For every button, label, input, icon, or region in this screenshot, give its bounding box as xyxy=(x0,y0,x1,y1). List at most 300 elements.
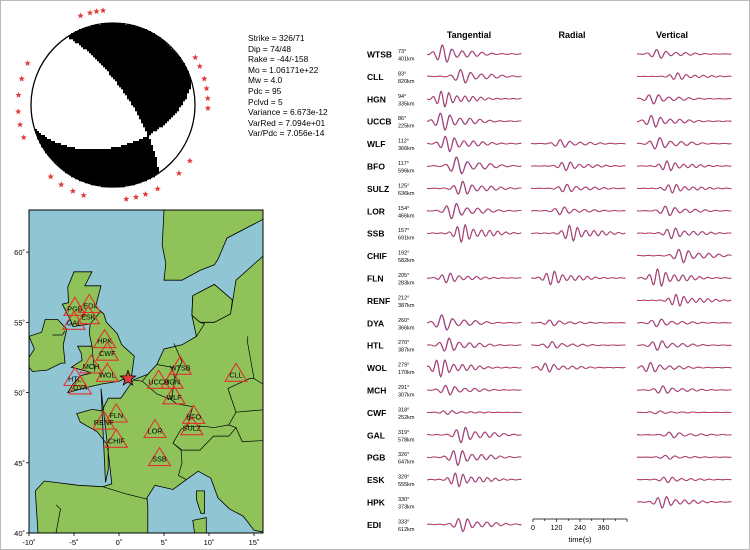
compression-cell xyxy=(113,77,191,79)
compression-cell xyxy=(103,65,185,67)
station-code: HPK xyxy=(367,497,385,508)
station-azimuth-star xyxy=(21,134,27,140)
compression-cell xyxy=(115,79,191,81)
station-row xyxy=(367,315,731,331)
compression-cell xyxy=(75,177,151,179)
station-azimuth: 329° xyxy=(398,474,410,481)
station-code: HGN xyxy=(367,94,386,105)
station-distance: 820km xyxy=(398,78,415,85)
station-row xyxy=(367,91,731,107)
compression-cell xyxy=(79,43,167,45)
component-header-tangential: Tangential xyxy=(446,30,492,40)
station-azimuth-star xyxy=(123,196,129,202)
time-axis-label: time(s) xyxy=(568,535,592,544)
param-var-pdc: Var/Pdc = 7.056e-14 xyxy=(248,128,325,139)
map-station-label: ESK xyxy=(81,312,96,322)
map-lon-tick-label: -5˚ xyxy=(69,538,79,547)
station-azimuth-star xyxy=(77,12,83,18)
compression-cell xyxy=(139,139,151,141)
station-distance: 691km xyxy=(398,235,415,242)
station-distance: 612km xyxy=(398,526,415,533)
time-tick-label: 360 xyxy=(597,525,610,532)
station-distance: 636km xyxy=(398,190,415,197)
station-distance: 401km xyxy=(398,56,415,63)
compression-cell xyxy=(81,45,169,47)
synthetic-trace xyxy=(637,319,731,326)
compression-cell xyxy=(127,97,187,99)
observed-trace xyxy=(427,519,521,532)
station-row xyxy=(367,113,731,130)
time-tick-label: 0 xyxy=(531,525,535,532)
compression-cell xyxy=(39,141,55,143)
synthetic-trace xyxy=(427,225,521,242)
synthetic-trace xyxy=(637,497,731,508)
compression-cell xyxy=(79,179,147,181)
station-row xyxy=(367,473,731,488)
synthetic-trace xyxy=(427,338,521,351)
station-distance: 555km xyxy=(398,482,415,489)
station-row xyxy=(367,203,731,219)
observed-trace xyxy=(637,95,731,104)
map-lat-tick-label: 50˚ xyxy=(14,388,25,398)
station-row xyxy=(367,294,731,308)
compression-cell xyxy=(131,103,183,105)
time-axis xyxy=(531,519,627,544)
station-azimuth: 326° xyxy=(398,452,410,459)
station-code: UCCB xyxy=(367,116,392,127)
compression-cell xyxy=(41,143,61,145)
compression-cell xyxy=(123,89,189,91)
station-azimuth-star xyxy=(58,181,64,187)
compression-cell xyxy=(139,115,173,117)
station-azimuth: 192° xyxy=(398,250,410,257)
sardinia xyxy=(193,518,207,533)
station-distance: 373km xyxy=(398,504,415,511)
synthetic-trace xyxy=(637,295,731,306)
station-azimuth: 333° xyxy=(398,519,410,526)
compression-cell xyxy=(75,41,165,43)
compression-cell xyxy=(107,69,187,71)
station-distance: 335km xyxy=(398,101,415,108)
station-azimuth-star xyxy=(192,54,198,60)
compression-cell xyxy=(141,121,167,123)
compression-cell xyxy=(69,35,157,37)
compression-cell xyxy=(43,147,75,149)
mechanism-parameters xyxy=(248,33,328,139)
compression-cell xyxy=(133,141,151,143)
station-row xyxy=(367,249,731,264)
synthetic-trace xyxy=(531,272,625,285)
synthetic-trace xyxy=(637,161,731,170)
compression-cell xyxy=(97,59,181,61)
compression-cell xyxy=(55,161,157,163)
station-azimuth: 318° xyxy=(398,407,410,414)
station-azimuth: 291° xyxy=(398,385,410,391)
station-azimuth: 112° xyxy=(398,138,409,145)
map-lat-tick-label: 40˚ xyxy=(14,529,25,538)
station-azimuth-star xyxy=(205,105,211,111)
map-station-label: DYA xyxy=(73,382,88,392)
station-distance: 225km xyxy=(398,123,415,130)
station-azimuth: 279° xyxy=(398,362,410,369)
station-code: SSB xyxy=(367,228,385,239)
map-station-label: UCCB xyxy=(148,377,169,387)
station-code: CLL xyxy=(367,71,384,82)
station-azimuth: 117° xyxy=(398,161,409,167)
compression-cell xyxy=(41,145,67,147)
station-row xyxy=(367,225,731,243)
compression-cell xyxy=(111,147,153,149)
compression-cell xyxy=(93,55,179,57)
compression-cell xyxy=(45,151,155,153)
compression-cell xyxy=(127,95,187,97)
station-azimuth-star xyxy=(197,63,203,69)
synthetic-trace xyxy=(637,185,731,193)
map-station-label: HTL xyxy=(68,374,82,384)
beachball xyxy=(15,7,211,202)
map-station-label: LOR xyxy=(147,426,163,436)
station-azimuth: 125° xyxy=(398,183,410,190)
map-station-label: GAL xyxy=(66,318,82,328)
synthetic-trace xyxy=(531,342,625,348)
compression-cell xyxy=(79,29,147,31)
station-azimuth-star xyxy=(205,95,211,101)
station-row xyxy=(367,497,731,511)
synthetic-trace xyxy=(637,386,731,393)
compression-cell xyxy=(133,105,181,107)
station-row xyxy=(367,70,731,85)
station-code: BFO xyxy=(367,161,385,172)
compression-cell xyxy=(45,149,153,151)
compression-cell xyxy=(143,137,149,139)
compression-cell xyxy=(145,127,159,129)
compression-cell xyxy=(83,47,171,49)
station-azimuth-star xyxy=(142,191,148,197)
synthetic-trace xyxy=(637,229,731,239)
station-distance: 387km xyxy=(398,347,415,354)
station-azimuth-star xyxy=(24,60,30,66)
station-azimuth-star xyxy=(70,188,76,194)
synthetic-trace xyxy=(637,477,731,482)
map-station-label: HGN xyxy=(164,377,181,387)
time-tick-label: 240 xyxy=(574,525,586,532)
station-row xyxy=(367,360,731,377)
map-station-label: EDI xyxy=(83,301,96,311)
compression-cell xyxy=(117,81,191,83)
synthetic-trace xyxy=(427,181,521,193)
synthetic-trace xyxy=(427,315,521,329)
param-strike: Strike = 326/71 xyxy=(248,33,305,43)
synthetic-trace xyxy=(427,386,521,395)
compression-cell xyxy=(139,117,171,119)
param-variance: Variance = 6.673e-12 xyxy=(248,107,328,118)
map-lon-tick-label: 5˚ xyxy=(160,538,168,547)
station-code: CHIF xyxy=(367,251,387,262)
station-azimuth: 73° xyxy=(398,49,407,55)
compression-cell xyxy=(85,27,141,29)
compression-cell xyxy=(87,49,173,51)
station-row xyxy=(367,427,731,443)
observed-trace xyxy=(637,184,731,193)
map-station-label: CWF xyxy=(99,349,116,359)
station-azimuth: 86° xyxy=(398,116,407,123)
compression-cell xyxy=(59,165,157,167)
station-distance: 307km xyxy=(398,392,415,399)
compression-cell xyxy=(137,113,175,115)
compression-cell xyxy=(71,33,155,35)
map-station-label: FLN xyxy=(109,411,124,421)
compression-cell xyxy=(49,155,155,157)
param-pclvd: Pclvd = 5 xyxy=(248,96,283,107)
synthetic-trace xyxy=(637,250,731,263)
station-azimuth-star xyxy=(93,8,99,14)
station-distance: 252km xyxy=(398,414,415,421)
compression-cell xyxy=(75,31,151,33)
station-azimuth-star xyxy=(154,186,160,192)
station-distance: 366km xyxy=(398,146,415,153)
synthetic-trace xyxy=(427,157,521,173)
map-station-label: WLF xyxy=(166,392,182,402)
map-station-label: CHIF xyxy=(107,436,125,446)
station-azimuth: 205° xyxy=(398,273,410,279)
compression-cell xyxy=(143,123,165,125)
component-header-radial: Radial xyxy=(558,30,586,40)
observed-trace xyxy=(427,157,521,174)
synthetic-trace xyxy=(427,451,521,465)
param-mo: Mo = 1.06171e+22 xyxy=(248,64,319,75)
station-azimuth-star xyxy=(15,108,21,114)
compression-cell xyxy=(117,83,191,85)
station-code: PGB xyxy=(367,452,386,463)
station-azimuth-star xyxy=(87,10,93,16)
station-code: MCH xyxy=(367,385,387,396)
station-distance: 387km xyxy=(398,302,415,309)
station-azimuth: 94° xyxy=(398,93,407,100)
param-rake: Rake = -44/-158 xyxy=(248,54,309,65)
compression-cell xyxy=(37,135,45,137)
station-distance: 366km xyxy=(398,325,415,332)
station-azimuth-star xyxy=(81,192,87,198)
station-distance: 596km xyxy=(398,168,415,175)
station-row xyxy=(367,45,731,63)
map-lon-tick-label: 0˚ xyxy=(115,538,123,547)
synthetic-trace xyxy=(531,185,625,192)
compression-cell xyxy=(127,143,151,145)
map-station-label: MCH xyxy=(82,361,100,371)
station-azimuth: 83° xyxy=(398,71,407,78)
map-station-label: RENF xyxy=(93,418,114,428)
compression-cell xyxy=(37,133,41,135)
compression-cell xyxy=(131,101,183,103)
station-row xyxy=(367,157,731,175)
param-mw: Mw = 4.0 xyxy=(248,75,283,86)
station-azimuth-star xyxy=(133,194,139,200)
synthetic-trace xyxy=(427,360,521,376)
station-code: CWF xyxy=(367,407,387,418)
compression-cell xyxy=(137,111,177,113)
station-azimuth-star xyxy=(187,158,193,164)
station-distance: 647km xyxy=(398,459,415,466)
synthetic-trace xyxy=(637,455,731,459)
compression-cell xyxy=(141,119,169,121)
station-azimuth-star xyxy=(176,170,182,176)
station-azimuth-star xyxy=(48,173,54,179)
station-azimuth-star xyxy=(203,85,209,91)
compression-cell xyxy=(147,135,149,137)
station-row xyxy=(367,269,731,286)
compression-cell xyxy=(109,73,189,75)
compression-cell xyxy=(57,163,157,165)
compression-cell xyxy=(99,61,183,63)
station-row xyxy=(367,385,731,399)
map-station-label: BFO xyxy=(186,412,202,422)
station-row xyxy=(367,338,731,354)
station-azimuth-star xyxy=(15,92,21,98)
station-code: SULZ xyxy=(367,183,390,194)
compression-cell xyxy=(143,125,163,127)
synthetic-trace xyxy=(427,91,521,106)
compression-cell xyxy=(119,85,191,87)
station-row xyxy=(367,451,731,466)
station-row xyxy=(367,181,731,197)
map-lon-tick-label: -10˚ xyxy=(22,538,36,547)
compression-cell xyxy=(53,159,157,161)
compression-cell xyxy=(95,57,181,59)
compression-cell xyxy=(121,145,153,147)
map-station-label: WTSB xyxy=(169,363,191,373)
seismogram-panels xyxy=(367,30,731,544)
compression-cell xyxy=(73,39,163,41)
station-azimuth: 154° xyxy=(398,205,410,212)
compression-cell xyxy=(61,167,159,169)
station-code: WOL xyxy=(367,363,387,374)
compression-cell xyxy=(71,175,155,177)
station-code: WLF xyxy=(367,139,386,150)
compression-cell xyxy=(123,91,189,93)
compression-cell xyxy=(109,71,189,73)
station-row xyxy=(367,136,731,152)
synthetic-trace xyxy=(637,432,731,437)
synthetic-trace xyxy=(531,226,625,241)
station-map xyxy=(14,210,267,547)
map-station-label: WOL xyxy=(99,370,116,380)
compression-cell xyxy=(125,93,187,95)
compression-cell xyxy=(65,171,159,173)
station-code: LOR xyxy=(367,206,385,217)
station-code: FLN xyxy=(367,273,384,284)
compression-cell xyxy=(147,131,153,133)
time-tick-label: 120 xyxy=(550,525,563,532)
station-code: DYA xyxy=(367,318,385,329)
component-header-vertical: Vertical xyxy=(655,30,689,40)
param-pdc: Pdc = 95 xyxy=(248,85,282,96)
compression-cell xyxy=(63,169,159,171)
compression-cell xyxy=(39,139,51,141)
station-code: GAL xyxy=(367,430,385,441)
map-lon-tick-label: 15˚ xyxy=(248,538,260,547)
station-row xyxy=(367,407,731,421)
compression-cell xyxy=(147,133,151,135)
compression-cell xyxy=(129,99,185,101)
map-station-label: SSB xyxy=(152,454,167,464)
station-distance: 582km xyxy=(398,258,415,265)
synthetic-trace xyxy=(637,116,731,127)
map-station-label: SULZ xyxy=(182,423,202,433)
station-azimuth: 260° xyxy=(398,317,410,324)
compression-cell xyxy=(101,63,185,65)
compression-cell xyxy=(121,87,191,89)
synthetic-trace xyxy=(637,206,731,215)
synthetic-trace xyxy=(427,45,521,61)
station-azimuth-star xyxy=(17,121,23,127)
observed-trace xyxy=(427,225,521,243)
compression-cell xyxy=(47,153,155,155)
map-lat-tick-label: 60˚ xyxy=(14,248,25,258)
station-azimuth: 212° xyxy=(398,295,410,302)
compression-cell xyxy=(89,51,175,53)
synthetic-trace xyxy=(637,50,731,58)
map-lat-tick-label: 55˚ xyxy=(14,318,25,328)
station-azimuth: 330° xyxy=(398,497,410,503)
station-azimuth-star xyxy=(100,7,106,13)
synthetic-trace xyxy=(427,411,521,415)
synthetic-trace xyxy=(531,320,625,325)
synthetic-trace xyxy=(427,473,521,486)
compression-cell xyxy=(105,67,187,69)
map-lon-tick-label: 10˚ xyxy=(203,538,215,547)
map-station-label: CLL xyxy=(229,370,243,380)
station-code: HTL xyxy=(367,340,384,351)
station-azimuth: 319° xyxy=(398,429,410,436)
station-distance: 283km xyxy=(398,280,415,287)
synthetic-trace xyxy=(531,162,625,170)
synthetic-trace xyxy=(531,363,625,371)
station-row xyxy=(367,519,521,533)
compression-cell xyxy=(135,109,179,111)
map-station-label: PGB xyxy=(67,304,83,314)
synthetic-trace xyxy=(427,428,521,443)
station-azimuth-star xyxy=(201,76,207,82)
compression-cell xyxy=(91,25,135,27)
station-code: RENF xyxy=(367,295,391,306)
station-distance: 170km xyxy=(398,370,415,377)
synthetic-trace xyxy=(531,140,625,147)
compression-cell xyxy=(51,157,157,159)
station-azimuth: 157° xyxy=(398,228,410,235)
map-station-label: HPK xyxy=(97,336,112,346)
station-distance: 578km xyxy=(398,437,415,444)
param-varred: VarRed = 7.094e+01 xyxy=(248,117,326,128)
map-lat-tick-label: 45˚ xyxy=(14,458,25,468)
compression-cell xyxy=(135,107,179,109)
station-code: ESK xyxy=(367,475,385,486)
compression-cell xyxy=(69,37,161,39)
synthetic-trace xyxy=(531,207,625,214)
compression-cell xyxy=(69,173,157,175)
station-azimuth: 270° xyxy=(398,340,410,347)
station-code: WTSB xyxy=(367,49,393,60)
compression-cell xyxy=(91,53,177,55)
station-code: EDI xyxy=(367,519,382,530)
station-azimuth-star xyxy=(19,76,25,82)
param-dip: Dip = 74/48 xyxy=(248,43,292,54)
synthetic-trace xyxy=(427,136,521,151)
compression-cell xyxy=(145,129,157,131)
synthetic-trace xyxy=(427,70,521,83)
compression-cell xyxy=(111,75,189,77)
synthetic-trace xyxy=(637,73,731,79)
compression-cell xyxy=(85,181,141,183)
